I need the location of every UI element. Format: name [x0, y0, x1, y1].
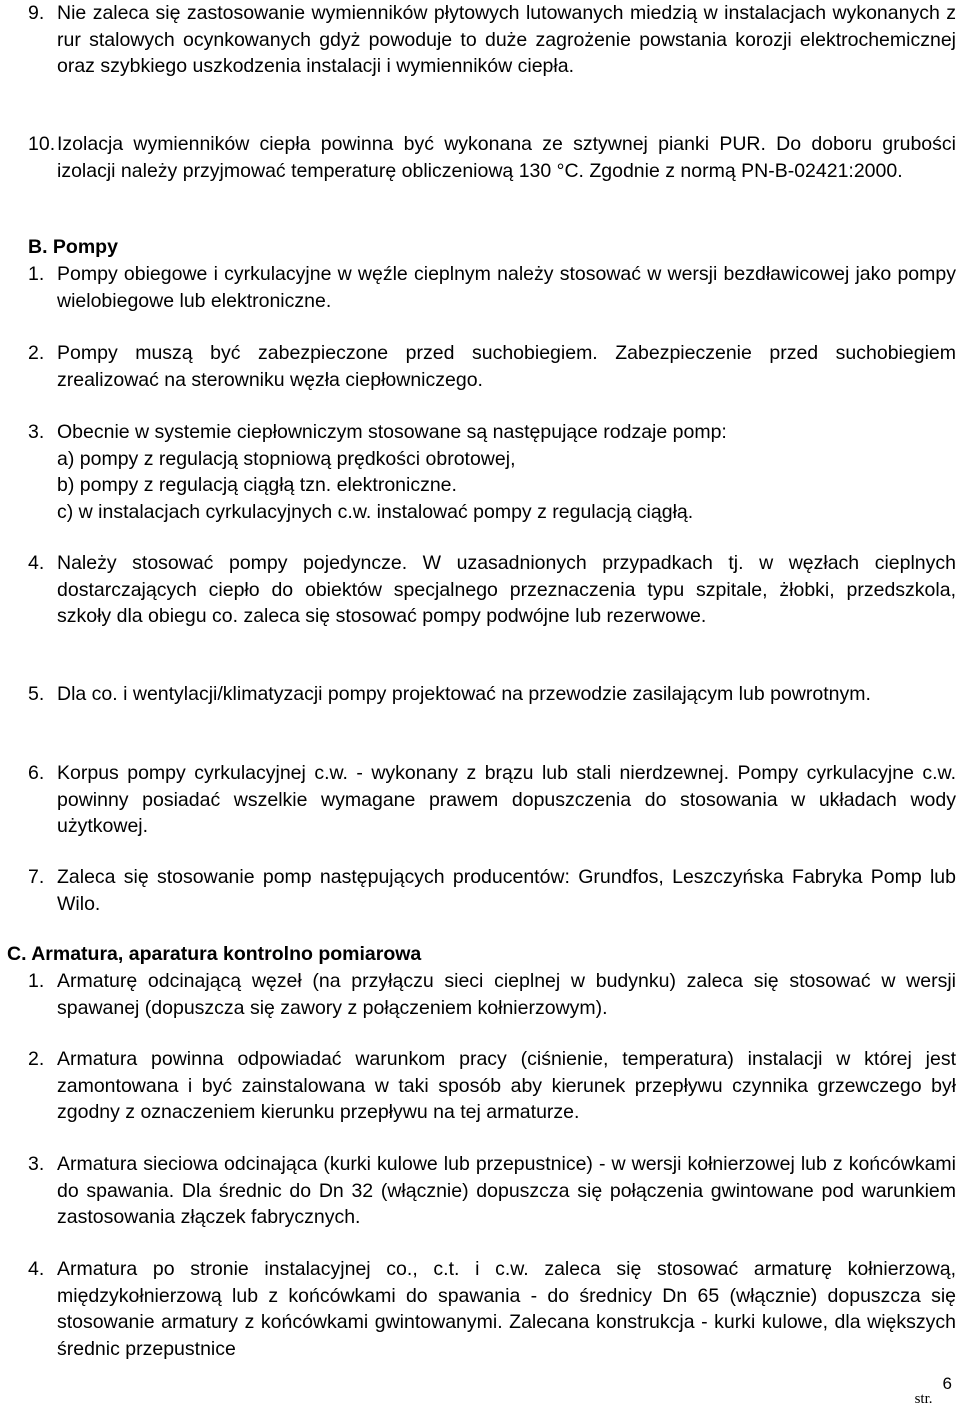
item-number: 3. — [28, 1153, 45, 1175]
list-item — [0, 1151, 956, 1231]
item-number: 9. — [28, 2, 45, 24]
item-number: 4. — [28, 1258, 45, 1280]
list-item — [0, 864, 956, 917]
item-text-lines — [57, 419, 956, 525]
list-item — [0, 0, 956, 80]
list-item — [0, 419, 956, 525]
item-text: Nie zaleca się zastosowanie wymienników płytowych lutowanych miedzią w instalacjach wykonanych z rur stalowych ocynkowanych gdyż powoduje to duże zagrożenie powstania korozji elektrochemicznej oraz szybkiego uszkodzenia instalacji i wymienników ciepła. — [57, 2, 956, 78]
item-text: Pompy obiegowe i cyrkulacyjne w węźle cieplnym należy stosować w wersji bezdławicowej jako pompy wielobiegowe lub elektroniczne. — [57, 263, 956, 312]
item-text: Dla co. i wentylacji/klimatyzacji pompy projektować na przewodzie zasilającym lub powrotnym. — [57, 683, 871, 705]
item-number: 2. — [28, 342, 45, 364]
item-number: 4. — [28, 552, 45, 574]
list-item — [0, 131, 956, 184]
item-number: 2. — [28, 1048, 45, 1070]
item-text: Armaturę odcinającą węzeł (na przyłączu sieci cieplnej w budynku) zaleca się stosować w wersji spawanej (dopuszcza się zawory z połączeniem kołnierzowym). — [57, 970, 956, 1019]
list-item — [0, 1256, 956, 1362]
item-text: Armatura powinna odpowiadać warunkom pracy (ciśnienie, temperatura) instalacji w której jest zamontowana i być zainstalowana w taki sposób aby kierunek przepływu czynnika grzewczego był zgodny z oznaczeniem kierunku przepływu na tej armaturze. — [57, 1048, 956, 1124]
item-text: Armatura sieciowa odcinająca (kurki kulowe lub przepustnice) - w wersji kołnierzowej lub z końcówkami do spawania. Dla średnic do Dn 32 (włącznie) dopuszcza się połączenia gwintowane pod warunkiem zastosowania złączek fabrycznych. — [57, 1153, 956, 1229]
item-number: 6. — [28, 762, 45, 784]
item-line: b) pompy z regulacją ciągłą tzn. elektroniczne. — [57, 474, 457, 497]
page-footer — [914, 1374, 952, 1408]
list-item — [0, 1046, 956, 1126]
item-number: 1. — [28, 263, 45, 285]
section-heading-pompy: B. Pompy — [28, 236, 118, 258]
list-item — [0, 968, 956, 1021]
item-number: 7. — [28, 866, 45, 888]
item-line: a) pompy z regulacją stopniową prędkości obrotowej, — [57, 447, 516, 470]
item-line: Obecnie w systemie ciepłowniczym stosowane są następujące rodzaje pomp: — [57, 421, 727, 443]
list-item — [0, 681, 956, 708]
item-number: 1. — [28, 970, 45, 992]
item-text: Należy stosować pompy pojedyncze. W uzasadnionych przypadkach tj. w węzłach cieplnych dostarczających ciepło do obiektów specjalnego przeznaczenia typu szpitale, żłobki, przedszkola, szkoły dla obiegu co. zaleca się stosować pompy podwójne lub rezerwowe. — [57, 552, 956, 628]
item-number: 10. — [28, 133, 56, 155]
item-text: Armatura po stronie instalacyjnej co., c.t. i c.w. zaleca się stosować armaturę kołnierzową, międzykołnierzową lub z końcówkami do spawania - do średnicy Dn 65 (włącznie) dopuszcza się stosowanie armatury z końcówkami gwintowanymi. Zalecana konstrukcja - kurki kulowe, dla większych średnic przepustnice — [57, 1258, 956, 1360]
item-line: c) w instalacjach cyrkulacyjnych c.w. instalować pompy z regulacją ciągłą. — [57, 500, 694, 523]
item-number: 3. — [28, 421, 45, 443]
page-number: 6 — [942, 1374, 952, 1393]
list-item — [0, 550, 956, 630]
list-item — [0, 261, 956, 314]
list-item — [0, 760, 956, 840]
item-text: Pompy muszą być zabezpieczone przed suchobiegiem. Zabezpieczenie przed suchobiegiem zrealizować na sterowniku węzła ciepłowniczego. — [57, 342, 956, 391]
item-number: 5. — [28, 683, 45, 705]
item-text: Zaleca się stosowanie pomp następujących producentów: Grundfos, Leszczyńska Fabryka Pomp lub Wilo. — [57, 866, 956, 915]
page-label: str. — [914, 1391, 933, 1407]
item-text: Korpus pompy cyrkulacyjnej c.w. - wykonany z brązu lub stali nierdzewnej. Pompy cyrkulacyjne c.w. powinny posiadać wszelkie wymagane prawem dopuszczenia do stosowania w układach wody użytkowej. — [57, 762, 956, 838]
section-heading-armatura: C. Armatura, aparatura kontrolno pomiarowa — [7, 943, 422, 965]
item-text: Izolacja wymienników ciepła powinna być wykonana ze sztywnej pianki PUR. Do doboru grubości izolacji należy przyjmować temperaturę obliczeniową 130 °C. Zgodnie z normą PN-B-02421:2000. — [57, 133, 956, 182]
list-item — [0, 340, 956, 393]
